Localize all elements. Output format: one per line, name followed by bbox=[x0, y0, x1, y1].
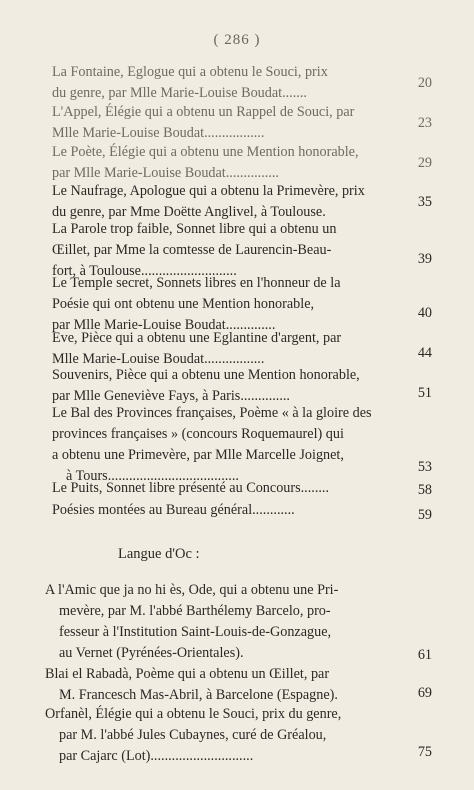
toc-entry-line: La Fontaine, Eglogue qui a obtenu le Souci, prix bbox=[52, 64, 328, 80]
toc-page-number: 29 bbox=[417, 155, 432, 171]
toc-entry-line: Souvenirs, Pièce qui a obtenu une Mention honorable, bbox=[52, 367, 360, 383]
section-heading: Langue d'Oc : bbox=[118, 546, 200, 562]
toc-entry-line: provinces françaises » (concours Roquemaurel) qui bbox=[52, 426, 344, 442]
toc-entry bbox=[45, 664, 397, 706]
toc-entry bbox=[52, 328, 404, 370]
toc-entry-line: Le Puits, Sonnet libre présenté au Concours........ bbox=[52, 480, 330, 496]
toc-entry-line: Œillet, par Mme la comtesse de Laurencin-Beau- bbox=[52, 242, 332, 258]
toc-entry-line: Orfanèl, Élégie qui a obtenu le Souci, prix du genre, bbox=[45, 706, 342, 722]
toc-entry-line: Le Bal des Provinces françaises, Poème « à la gloire des bbox=[52, 405, 372, 421]
toc-entry bbox=[52, 365, 404, 407]
toc-page-number: 44 bbox=[417, 345, 432, 361]
toc-entry bbox=[52, 273, 404, 336]
toc-entry-line: a obtenu une Primevère, par Mlle Marcelle Joignet, bbox=[52, 447, 344, 463]
toc-entry-line: Le Poète, Élégie qui a obtenu une Mention honorable, bbox=[52, 144, 359, 160]
toc-entry-line: par Mlle Marie-Louise Boudat............... bbox=[52, 165, 279, 181]
toc-entry-line: au Vernet (Pyrénées-Orientales). bbox=[59, 645, 244, 661]
toc-page-number: 35 bbox=[417, 194, 432, 210]
toc-entry-line: Poésie qui ont obtenu une Mention honorable, bbox=[52, 296, 315, 312]
toc-entry-line: Eve, Pièce qui a obtenu une Eglantine d'argent, par bbox=[52, 330, 342, 346]
toc-entry-line: fesseur à l'Institution Saint-Louis-de-Gonzague, bbox=[59, 624, 332, 640]
toc-page-number: 69 bbox=[417, 685, 432, 701]
toc-entry-line: Poésies montées au Bureau général............ bbox=[52, 502, 295, 518]
toc-entry-line: fort, à Toulouse........................... bbox=[52, 263, 237, 279]
toc-entry-line: par Cajarc (Lot)............................. bbox=[59, 748, 254, 764]
toc-entry-line: Mlle Marie-Louise Boudat................. bbox=[52, 125, 265, 141]
toc-entry-line: La Parole trop faible, Sonnet libre qui a obtenu un bbox=[52, 221, 337, 237]
page-number: ( 286 ) bbox=[213, 32, 261, 48]
toc-entry-line: par Mlle Marie-Louise Boudat.............. bbox=[52, 317, 276, 333]
toc-entry bbox=[45, 704, 397, 767]
toc-entry bbox=[52, 500, 404, 521]
toc-entry-line: Le Temple secret, Sonnets libres en l'honneur de la bbox=[52, 275, 341, 291]
toc-page-number: 20 bbox=[417, 75, 432, 91]
toc-entry-line: mevère, par M. l'abbé Barthélemy Barcelo, pro- bbox=[59, 603, 331, 619]
toc-entry bbox=[52, 62, 404, 104]
toc-entry bbox=[52, 478, 404, 499]
toc-page-number: 61 bbox=[417, 647, 432, 663]
toc-entry-line: du genre, par Mme Doëtte Anglivel, à Toulouse. bbox=[52, 204, 326, 220]
toc-entry bbox=[52, 142, 404, 184]
toc-entry-line: Le Naufrage, Apologue qui a obtenu la Primevère, prix bbox=[52, 183, 365, 199]
toc-entry bbox=[45, 580, 397, 664]
toc-entry-line: M. Francesch Mas-Abril, à Barcelone (Espagne). bbox=[59, 687, 338, 703]
toc-page-number: 23 bbox=[417, 115, 432, 131]
toc-entry-line: Mlle Marie-Louise Boudat................. bbox=[52, 351, 265, 367]
toc-entry-line: par Mlle Geneviève Fays, à Paris.............. bbox=[52, 388, 290, 404]
toc-entry bbox=[52, 403, 404, 487]
toc-page-number: 39 bbox=[417, 251, 432, 267]
toc-entry bbox=[52, 102, 404, 144]
toc-page-number: 51 bbox=[417, 385, 432, 401]
toc-entry bbox=[52, 181, 404, 223]
toc-entry-line: A l'Amic que ja no hi ès, Ode, qui a obtenu une Pri- bbox=[45, 582, 339, 598]
toc-page-number: 58 bbox=[417, 482, 432, 498]
toc-entry-line: L'Appel, Élégie qui a obtenu un Rappel de Souci, par bbox=[52, 104, 355, 120]
toc-entry-line: par M. l'abbé Jules Cubaynes, curé de Gréalou, bbox=[59, 727, 327, 743]
toc-page-number: 59 bbox=[417, 507, 432, 523]
toc-page-number: 53 bbox=[417, 459, 432, 475]
toc-entry-line: Blai el Rabadà, Poème qui a obtenu un Œillet, par bbox=[45, 666, 330, 682]
toc-page-number: 75 bbox=[417, 744, 432, 760]
toc-entry-line: à Tours..................................... bbox=[66, 468, 239, 484]
toc-page-number: 40 bbox=[417, 305, 432, 321]
toc-entry-line: du genre, par Mlle Marie-Louise Boudat....... bbox=[52, 85, 307, 101]
